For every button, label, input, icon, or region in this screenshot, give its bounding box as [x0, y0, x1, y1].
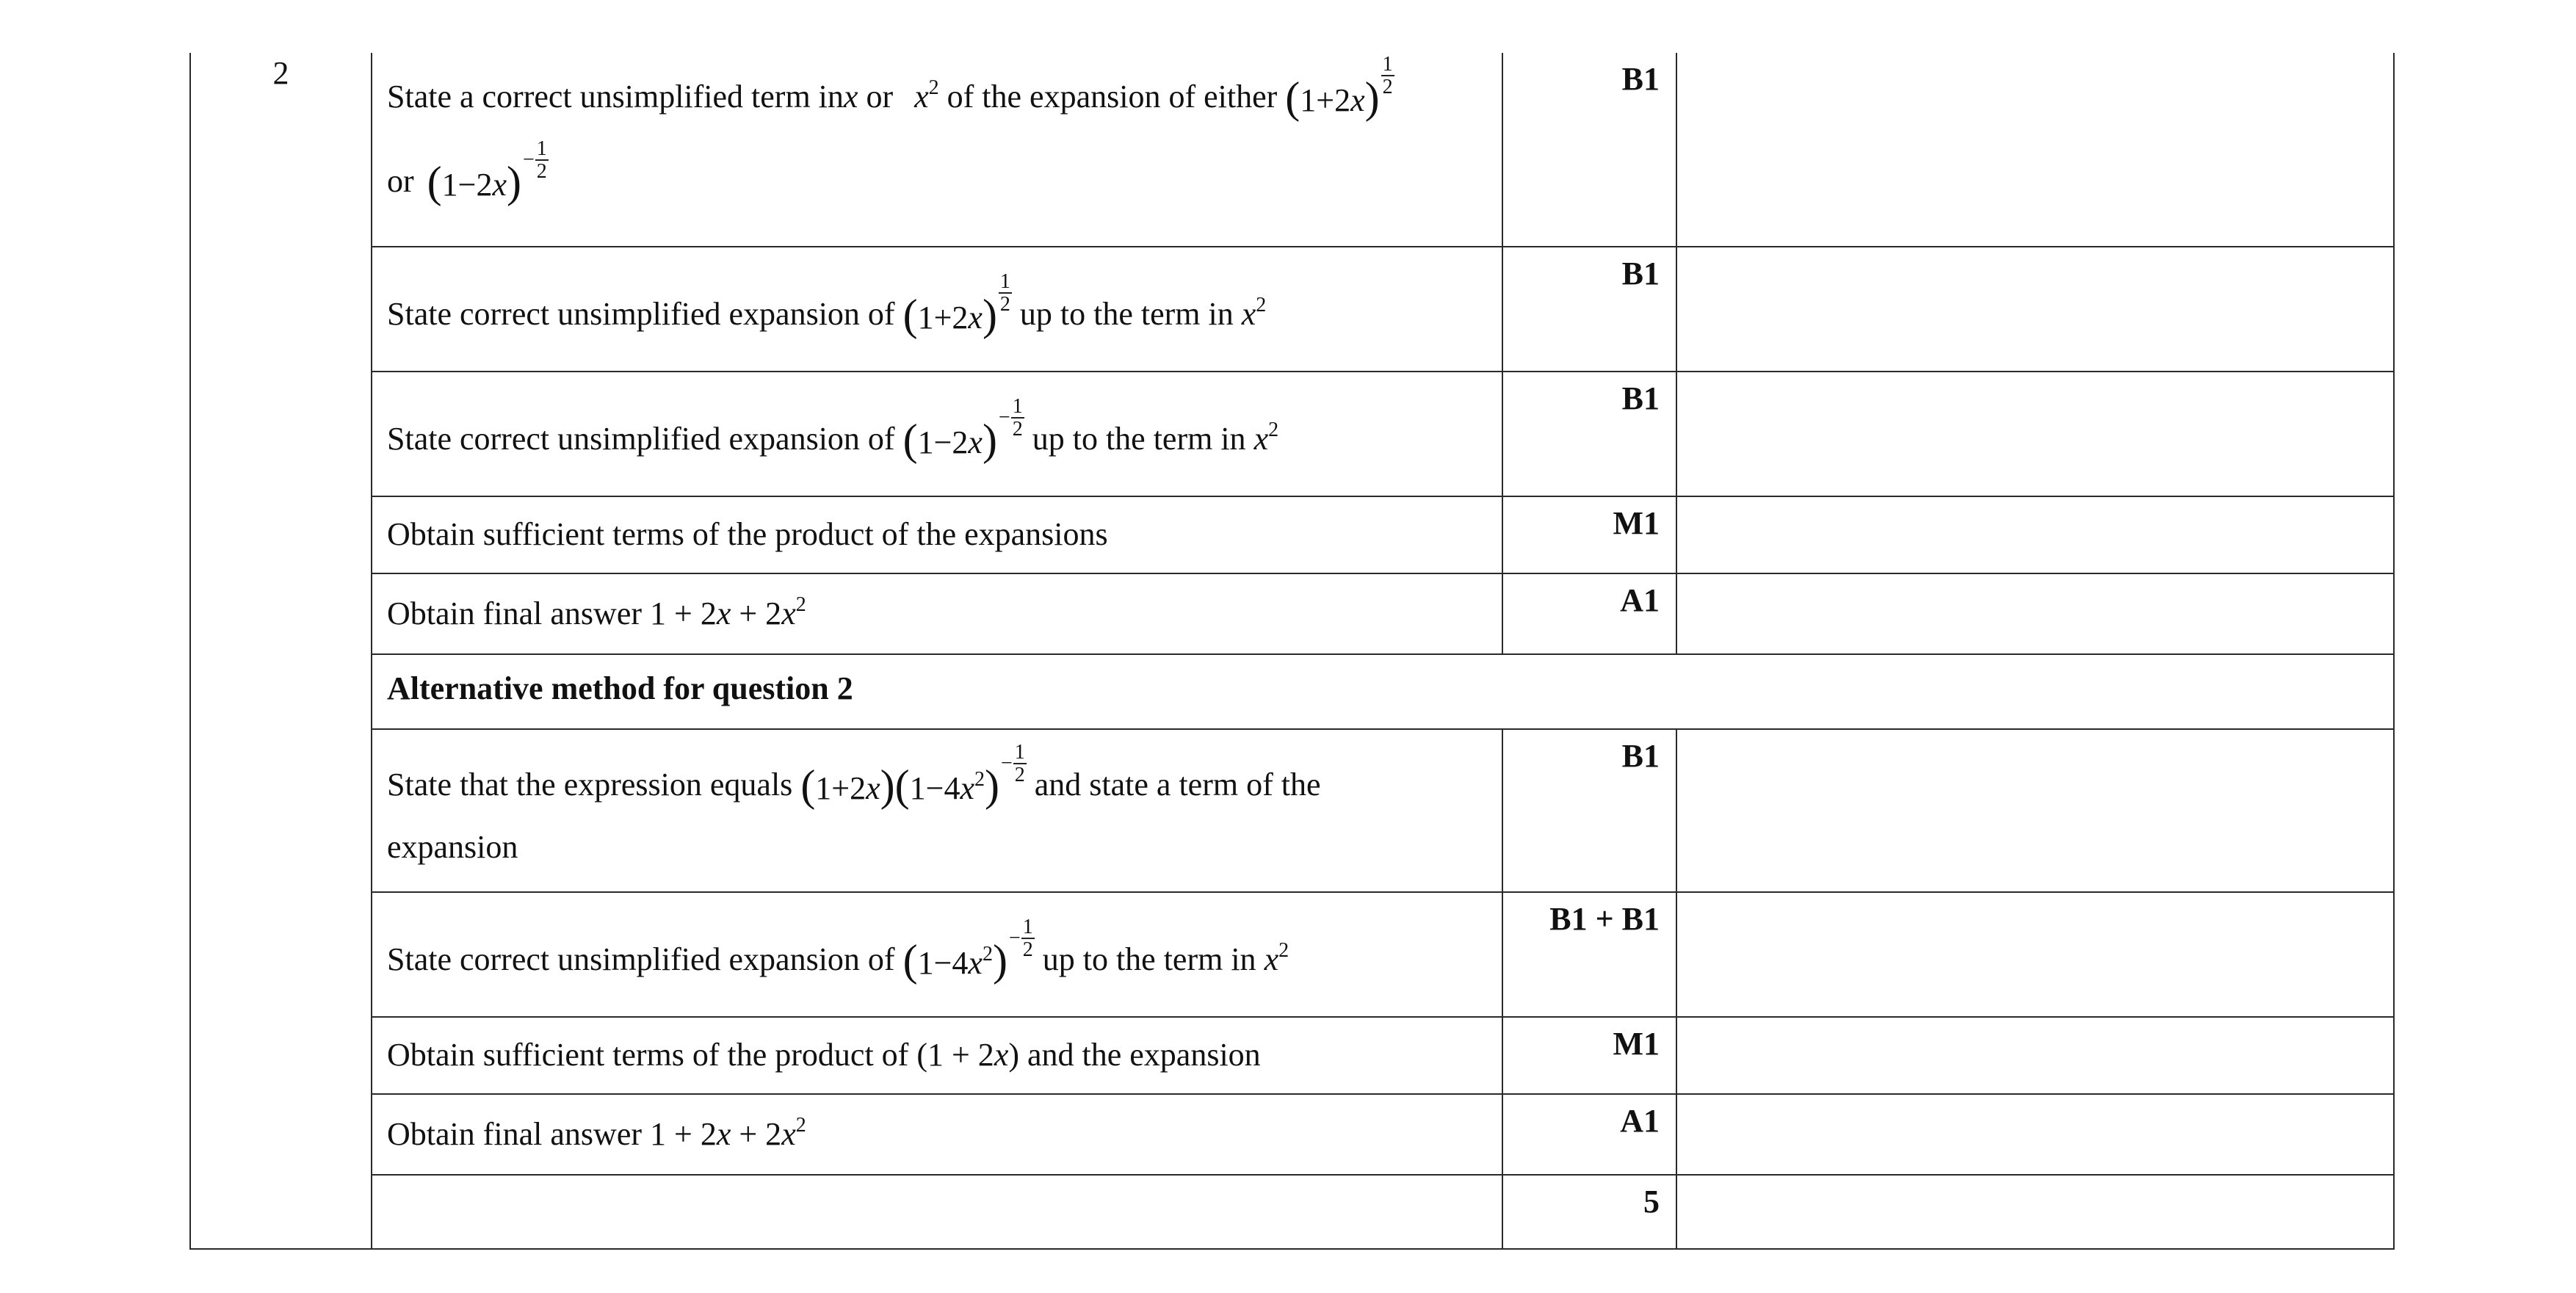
math-x-squared: $x^2$ [1264, 938, 1289, 977]
math-expression: $(1-4x^2)$ − $\frac{1}{2}$ [902, 915, 1033, 985]
answer-text: State correct unsimplified expansion of [387, 420, 903, 457]
math-final-answer: $1 + 2x + 2x^2$ [650, 593, 806, 631]
guidance-cell [1676, 496, 2394, 573]
mark-code: A1 [1502, 1094, 1676, 1175]
answer-cell [372, 1017, 1502, 1094]
mark-code: B1 [1502, 247, 1676, 372]
answer-line [387, 497, 1487, 573]
answer-text: of the expansion of either [938, 78, 1286, 115]
math-variable: x [843, 78, 858, 115]
guidance-cell [1676, 729, 2394, 892]
answer-line [387, 574, 1487, 653]
guidance-cell [1676, 1094, 2394, 1175]
guidance-cell [1676, 372, 2394, 496]
table-row [190, 496, 2394, 573]
alternative-method-heading: Alternative method for question 2 [372, 654, 2394, 729]
table-row [190, 1175, 2394, 1249]
answer-text: and state a term of the [1026, 766, 1321, 803]
guidance-cell [1676, 573, 2394, 654]
answer-text: State that the expression equals [387, 766, 801, 803]
mark-code: B1 [1502, 372, 1676, 496]
mark-code: M1 [1502, 496, 1676, 573]
math-expression: $(1+2x)(1-4x^2)$ − $\frac{1}{2}$ [800, 740, 1025, 810]
answer-cell [372, 573, 1502, 654]
answer-line [387, 893, 1487, 1016]
answer-text: up to the term in [1011, 295, 1242, 332]
mark-scheme-table [189, 53, 2395, 1250]
mark-code: B1 [1502, 729, 1676, 892]
table-row [190, 53, 2394, 247]
answer-text: Obtain sufficient terms of the product of (1 + 2 [387, 1037, 994, 1073]
math-expression: (1+2x) $\frac{1}{2}$ [1285, 52, 1393, 122]
answer-text: up to the term in [1034, 941, 1265, 977]
answer-text: Obtain final answer [387, 595, 650, 631]
guidance-cell [1676, 892, 2394, 1017]
guidance-cell [1676, 53, 2394, 247]
answer-cell [372, 892, 1502, 1017]
table-row [190, 372, 2394, 496]
table-row [190, 729, 2394, 892]
answer-text: or [387, 162, 414, 199]
answer-line [387, 53, 1487, 141]
math-expression: (1+2x) $\frac{1}{2}$ [902, 269, 1010, 339]
answer-line [387, 372, 1487, 496]
answer-line [387, 825, 1487, 869]
answer-cell [372, 247, 1502, 372]
math-x-squared: $x^2$ [914, 76, 939, 115]
answer-text: Obtain sufficient terms of the product of the expansions [387, 516, 1108, 553]
answer-text: State correct unsimplified expansion of [387, 941, 903, 977]
total-marks: 5 [1502, 1175, 1676, 1249]
answer-line [387, 1018, 1487, 1093]
answer-cell [372, 729, 1502, 892]
table-row [190, 1017, 2394, 1094]
answer-text: or [858, 78, 902, 115]
table-row [190, 1094, 2394, 1175]
table-row [190, 247, 2394, 372]
math-expression: (1−2x) − $\frac{1}{2}$ [427, 137, 547, 206]
answer-cell [372, 372, 1502, 496]
math-expression: (1−2x) − $\frac{1}{2}$ [902, 394, 1023, 464]
answer-text: State a correct unsimplified term in [387, 78, 844, 115]
answer-line [387, 1095, 1487, 1174]
mark-code: B1 [1502, 53, 1676, 247]
question-number: 2 [190, 53, 372, 1249]
math-x-squared: $x^2$ [1241, 293, 1267, 332]
answer-text: State correct unsimplified expansion of [387, 295, 903, 332]
table-row [190, 654, 2394, 729]
table-row [190, 892, 2394, 1017]
math-x-squared: $x^2$ [1253, 418, 1279, 457]
table-row [190, 573, 2394, 654]
answer-line [387, 730, 1487, 825]
answer-text: ) and the expansion [1008, 1037, 1261, 1073]
guidance-cell [1676, 247, 2394, 372]
guidance-cell [1676, 1175, 2394, 1249]
mark-code: M1 [1502, 1017, 1676, 1094]
answer-cell [372, 1175, 1502, 1249]
mark-code: B1 + B1 [1502, 892, 1676, 1017]
guidance-cell [1676, 1017, 2394, 1094]
answer-text: expansion [387, 828, 518, 865]
answer-cell [372, 53, 1502, 247]
mark-code: A1 [1502, 573, 1676, 654]
answer-line [387, 137, 1487, 222]
answer-cell [372, 1094, 1502, 1175]
answer-cell [372, 496, 1502, 573]
math-variable: x [994, 1037, 1009, 1073]
answer-text: up to the term in [1024, 420, 1254, 457]
answer-text: Obtain final answer [387, 1115, 650, 1152]
answer-line [387, 247, 1487, 371]
math-final-answer: $1 + 2x + 2x^2$ [650, 1113, 806, 1152]
